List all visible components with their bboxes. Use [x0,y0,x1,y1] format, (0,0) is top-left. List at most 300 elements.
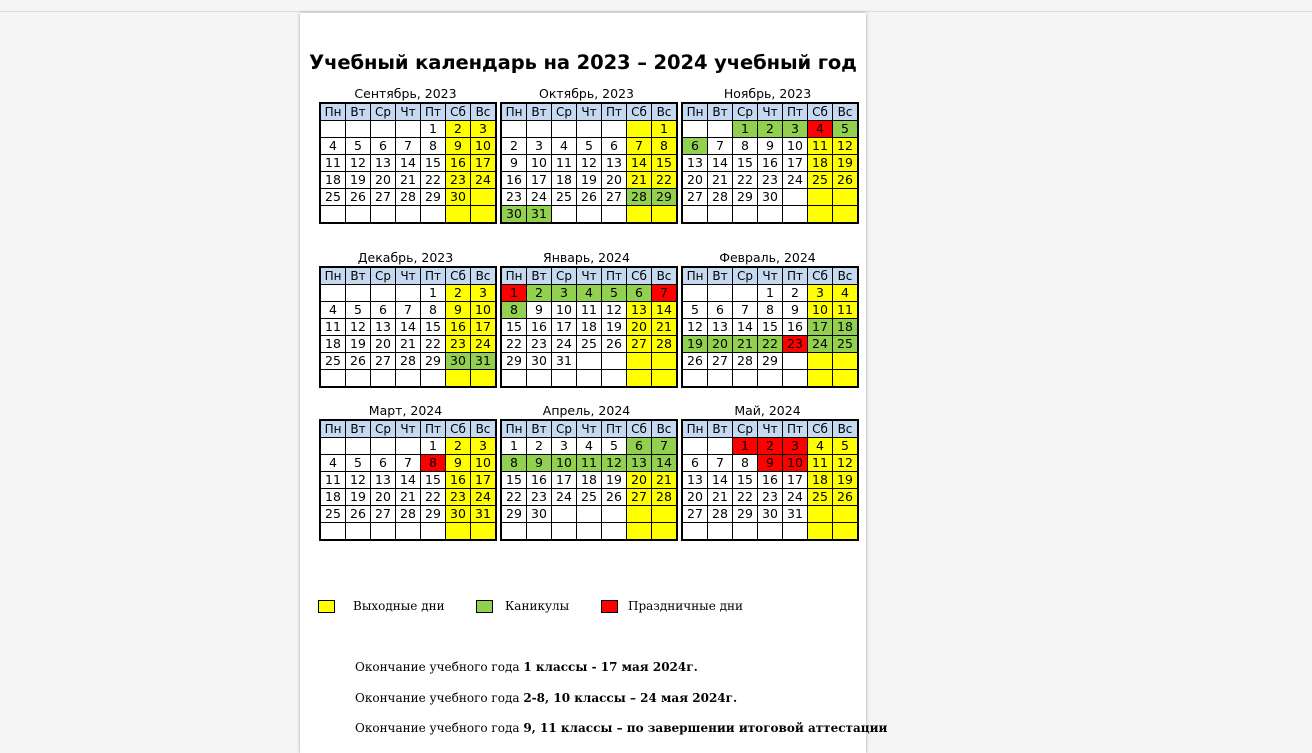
day-cell: 14 [396,155,421,172]
day-cell: 16 [783,319,808,336]
week-row [320,506,496,523]
empty-cell [527,523,552,541]
day-cell: 24 [783,489,808,506]
empty-cell [758,370,783,388]
month-calendar [319,86,492,224]
day-cell: 6 [627,438,652,455]
week-row [682,353,858,370]
day-cell: 1 [421,121,446,138]
day-cell: 26 [602,489,627,506]
day-cell: 9 [446,138,471,155]
day-cell: 11 [320,319,346,336]
viewer-toolbar [0,0,1312,12]
empty-cell [733,285,758,302]
week-row [682,438,858,455]
legend-swatch-holidays [476,600,493,613]
week-row [320,319,496,336]
weekday-header: Вт [346,420,371,438]
weekday-header: Сб [446,420,471,438]
weekday-header-row [501,267,677,285]
weekday-header: Пт [602,267,627,285]
day-cell: 11 [808,138,833,155]
day-cell: 10 [783,138,808,155]
day-cell: 24 [552,489,577,506]
empty-cell [758,523,783,541]
day-cell: 4 [320,455,346,472]
week-row [320,302,496,319]
week-row [682,523,858,541]
week-row [682,206,858,224]
weekday-header-row [320,103,496,121]
weekday-header: Пн [682,103,708,121]
day-cell: 14 [652,302,678,319]
week-row [320,472,496,489]
day-cell: 23 [783,336,808,353]
week-row [682,172,858,189]
day-cell: 10 [552,302,577,319]
weekday-header: Сб [808,103,833,121]
day-cell: 6 [708,302,733,319]
day-cell: 2 [758,121,783,138]
empty-cell [733,206,758,224]
day-cell: 15 [758,319,783,336]
day-cell: 26 [833,172,859,189]
empty-cell [577,506,602,523]
weekday-header: Вс [833,103,859,121]
day-cell: 27 [371,189,396,206]
day-cell: 15 [733,155,758,172]
note-prefix: Окончание учебного года [355,691,524,705]
day-cell: 21 [396,489,421,506]
day-cell: 19 [602,319,627,336]
month-calendar [681,403,854,541]
week-row [320,489,496,506]
weekday-header: Сб [627,103,652,121]
day-cell: 19 [346,172,371,189]
weekday-header: Чт [396,420,421,438]
weekday-header: Сб [627,420,652,438]
month-table [500,102,678,224]
day-cell: 12 [602,455,627,472]
month-table [681,419,859,541]
day-cell: 6 [371,138,396,155]
day-cell: 30 [446,506,471,523]
day-cell: 23 [527,489,552,506]
day-cell: 27 [682,189,708,206]
weekday-header: Сб [446,267,471,285]
weekday-header: Пт [602,420,627,438]
weekday-header: Пт [783,267,808,285]
weekday-header: Сб [808,267,833,285]
empty-cell [783,206,808,224]
day-cell: 18 [808,472,833,489]
empty-cell [320,523,346,541]
weekday-header: Пн [501,103,527,121]
day-cell: 22 [733,489,758,506]
day-cell: 16 [527,319,552,336]
empty-cell [652,370,678,388]
empty-cell [446,370,471,388]
empty-cell [808,370,833,388]
empty-cell [602,121,627,138]
day-cell: 19 [602,472,627,489]
day-cell: 28 [627,189,652,206]
empty-cell [682,206,708,224]
day-cell: 21 [708,172,733,189]
weekday-header: Чт [577,267,602,285]
empty-cell [602,506,627,523]
day-cell: 1 [421,285,446,302]
day-cell: 26 [682,353,708,370]
day-cell: 16 [446,472,471,489]
month-title: Декабрь, 2023 [357,250,454,265]
day-cell: 5 [346,138,371,155]
day-cell: 26 [346,353,371,370]
day-cell: 6 [627,285,652,302]
week-row [501,121,677,138]
day-cell: 8 [733,138,758,155]
day-cell: 28 [652,489,678,506]
week-row [501,285,677,302]
day-cell: 30 [527,353,552,370]
weekday-header: Ср [371,267,396,285]
weekday-header: Пн [320,420,346,438]
note-bold: 2-8, 10 классы – 24 мая 2024г. [523,691,738,705]
day-cell: 8 [501,302,527,319]
day-cell: 9 [783,302,808,319]
empty-cell [682,370,708,388]
day-cell: 24 [527,189,552,206]
weekday-header-row [501,103,677,121]
day-cell: 20 [682,172,708,189]
day-cell: 1 [758,285,783,302]
empty-cell [371,438,396,455]
month-title: Май, 2024 [734,403,801,418]
week-row [320,172,496,189]
note-bold: 1 классы - 17 мая 2024г. [523,660,698,674]
day-cell: 17 [783,155,808,172]
weekday-header: Чт [758,103,783,121]
weekday-header: Вс [652,420,678,438]
empty-cell [682,438,708,455]
day-cell: 13 [371,472,396,489]
empty-cell [783,370,808,388]
day-cell: 15 [421,319,446,336]
day-cell: 30 [446,189,471,206]
weekday-header: Вс [471,103,497,121]
day-cell: 20 [627,319,652,336]
day-cell: 9 [527,302,552,319]
day-cell: 7 [396,138,421,155]
empty-cell [808,353,833,370]
weekday-header: Сб [446,103,471,121]
day-cell: 1 [733,438,758,455]
weekday-header: Ср [733,103,758,121]
day-cell: 17 [552,319,577,336]
day-cell: 5 [346,302,371,319]
day-cell: 25 [808,172,833,189]
weekday-header: Пт [421,103,446,121]
empty-cell [627,506,652,523]
weekday-header: Чт [758,267,783,285]
day-cell: 11 [577,302,602,319]
day-cell: 8 [421,302,446,319]
empty-cell [446,523,471,541]
day-cell: 22 [501,336,527,353]
day-cell: 23 [501,189,527,206]
empty-cell [320,121,346,138]
day-cell: 25 [320,353,346,370]
empty-cell [708,523,733,541]
note-prefix: Окончание учебного года [355,721,524,735]
day-cell: 31 [527,206,552,224]
day-cell: 17 [471,319,497,336]
weekday-header: Вт [346,103,371,121]
weekday-header: Ср [552,420,577,438]
day-cell: 14 [708,155,733,172]
day-cell: 21 [396,172,421,189]
day-cell: 2 [446,285,471,302]
day-cell: 10 [471,138,497,155]
day-cell: 3 [471,438,497,455]
day-cell: 31 [471,353,497,370]
day-cell: 25 [552,189,577,206]
empty-cell [682,523,708,541]
empty-cell [708,121,733,138]
day-cell: 25 [320,189,346,206]
empty-cell [577,523,602,541]
day-cell: 22 [758,336,783,353]
week-row [501,370,677,388]
week-row [501,206,677,224]
day-cell: 23 [758,489,783,506]
empty-cell [652,353,678,370]
day-cell: 11 [808,455,833,472]
week-row [501,489,677,506]
week-row [501,138,677,155]
day-cell: 2 [783,285,808,302]
weekday-header: Сб [808,420,833,438]
day-cell: 24 [783,172,808,189]
day-cell: 19 [682,336,708,353]
day-cell: 2 [527,285,552,302]
day-cell: 3 [783,438,808,455]
empty-cell [552,506,577,523]
empty-cell [527,121,552,138]
day-cell: 22 [421,336,446,353]
weekday-header-row [682,103,858,121]
note-prefix: Окончание учебного года [355,660,524,674]
empty-cell [346,438,371,455]
day-cell: 20 [371,336,396,353]
week-row [320,155,496,172]
day-cell: 29 [652,189,678,206]
day-cell: 14 [733,319,758,336]
day-cell: 2 [446,438,471,455]
day-cell: 22 [421,489,446,506]
weekday-header: Вт [708,267,733,285]
day-cell: 7 [652,438,678,455]
day-cell: 5 [833,121,859,138]
day-cell: 8 [733,455,758,472]
empty-cell [627,206,652,224]
day-cell: 27 [371,353,396,370]
day-cell: 14 [708,472,733,489]
day-cell: 12 [682,319,708,336]
week-row [501,523,677,541]
month-calendar [500,86,673,224]
day-cell: 30 [446,353,471,370]
day-cell: 18 [808,155,833,172]
day-cell: 26 [577,189,602,206]
empty-cell [421,206,446,224]
weekday-header: Вт [708,103,733,121]
day-cell: 20 [708,336,733,353]
week-row [682,121,858,138]
day-cell: 29 [733,189,758,206]
month-title: Сентябрь, 2023 [354,86,457,101]
day-cell: 5 [833,438,859,455]
weekday-header: Чт [577,420,602,438]
weekday-header: Вс [833,267,859,285]
day-cell: 30 [501,206,527,224]
empty-cell [396,121,421,138]
empty-cell [346,370,371,388]
day-cell: 7 [396,455,421,472]
day-cell: 26 [833,489,859,506]
day-cell: 11 [320,472,346,489]
empty-cell [396,206,421,224]
weekday-header: Пт [783,103,808,121]
empty-cell [627,523,652,541]
day-cell: 29 [733,506,758,523]
day-cell: 5 [602,438,627,455]
day-cell: 23 [758,172,783,189]
week-row [501,472,677,489]
weekday-header: Пт [421,267,446,285]
day-cell: 28 [396,189,421,206]
month-calendar [681,86,854,224]
day-cell: 29 [501,353,527,370]
week-row [682,189,858,206]
weekday-header: Пн [682,420,708,438]
day-cell: 1 [501,285,527,302]
week-row [320,353,496,370]
empty-cell [652,506,678,523]
week-row [320,138,496,155]
day-cell: 28 [652,336,678,353]
weekday-header: Пн [320,103,346,121]
empty-cell [833,370,859,388]
empty-cell [808,206,833,224]
week-row [320,370,496,388]
day-cell: 7 [733,302,758,319]
day-cell: 20 [627,472,652,489]
empty-cell [808,506,833,523]
empty-cell [708,438,733,455]
day-cell: 12 [346,319,371,336]
empty-cell [552,121,577,138]
empty-cell [577,353,602,370]
document-title: Учебный календарь на 2023 – 2024 учебный год [309,51,857,74]
day-cell: 3 [552,438,577,455]
week-row [501,353,677,370]
day-cell: 7 [627,138,652,155]
empty-cell [708,206,733,224]
day-cell: 5 [682,302,708,319]
week-row [682,489,858,506]
week-row [682,336,858,353]
day-cell: 9 [501,155,527,172]
day-cell: 13 [627,302,652,319]
empty-cell [627,121,652,138]
empty-cell [733,523,758,541]
empty-cell [577,121,602,138]
week-row [501,506,677,523]
empty-cell [320,206,346,224]
month-table [681,102,859,224]
empty-cell [371,285,396,302]
day-cell: 8 [501,455,527,472]
day-cell: 23 [446,172,471,189]
weekday-header: Чт [396,103,421,121]
empty-cell [627,353,652,370]
day-cell: 13 [602,155,627,172]
weekday-header: Вс [471,420,497,438]
day-cell: 20 [602,172,627,189]
day-cell: 19 [346,489,371,506]
month-calendar [319,403,492,541]
weekday-header: Ср [371,103,396,121]
day-cell: 23 [527,336,552,353]
day-cell: 23 [446,336,471,353]
day-cell: 9 [758,138,783,155]
week-row [501,155,677,172]
empty-cell [602,353,627,370]
note-bold: 9, 11 классы – по завершении итоговой аттестации [523,721,888,735]
day-cell: 14 [396,472,421,489]
week-row [501,172,677,189]
day-cell: 9 [758,455,783,472]
weekday-header-row [682,267,858,285]
day-cell: 24 [471,336,497,353]
day-cell: 27 [627,489,652,506]
empty-cell [708,370,733,388]
day-cell: 16 [758,155,783,172]
day-cell: 6 [371,302,396,319]
week-row [682,455,858,472]
day-cell: 20 [682,489,708,506]
day-cell: 25 [577,336,602,353]
month-calendar [681,250,854,388]
empty-cell [527,370,552,388]
week-row [320,523,496,541]
day-cell: 15 [501,319,527,336]
empty-cell [783,523,808,541]
empty-cell [501,121,527,138]
month-title: Февраль, 2024 [719,250,816,265]
day-cell: 2 [527,438,552,455]
day-cell: 25 [577,489,602,506]
empty-cell [421,370,446,388]
day-cell: 5 [577,138,602,155]
day-cell: 28 [396,506,421,523]
empty-cell [371,121,396,138]
day-cell: 1 [733,121,758,138]
empty-cell [833,523,859,541]
day-cell: 8 [421,455,446,472]
day-cell: 18 [833,319,859,336]
